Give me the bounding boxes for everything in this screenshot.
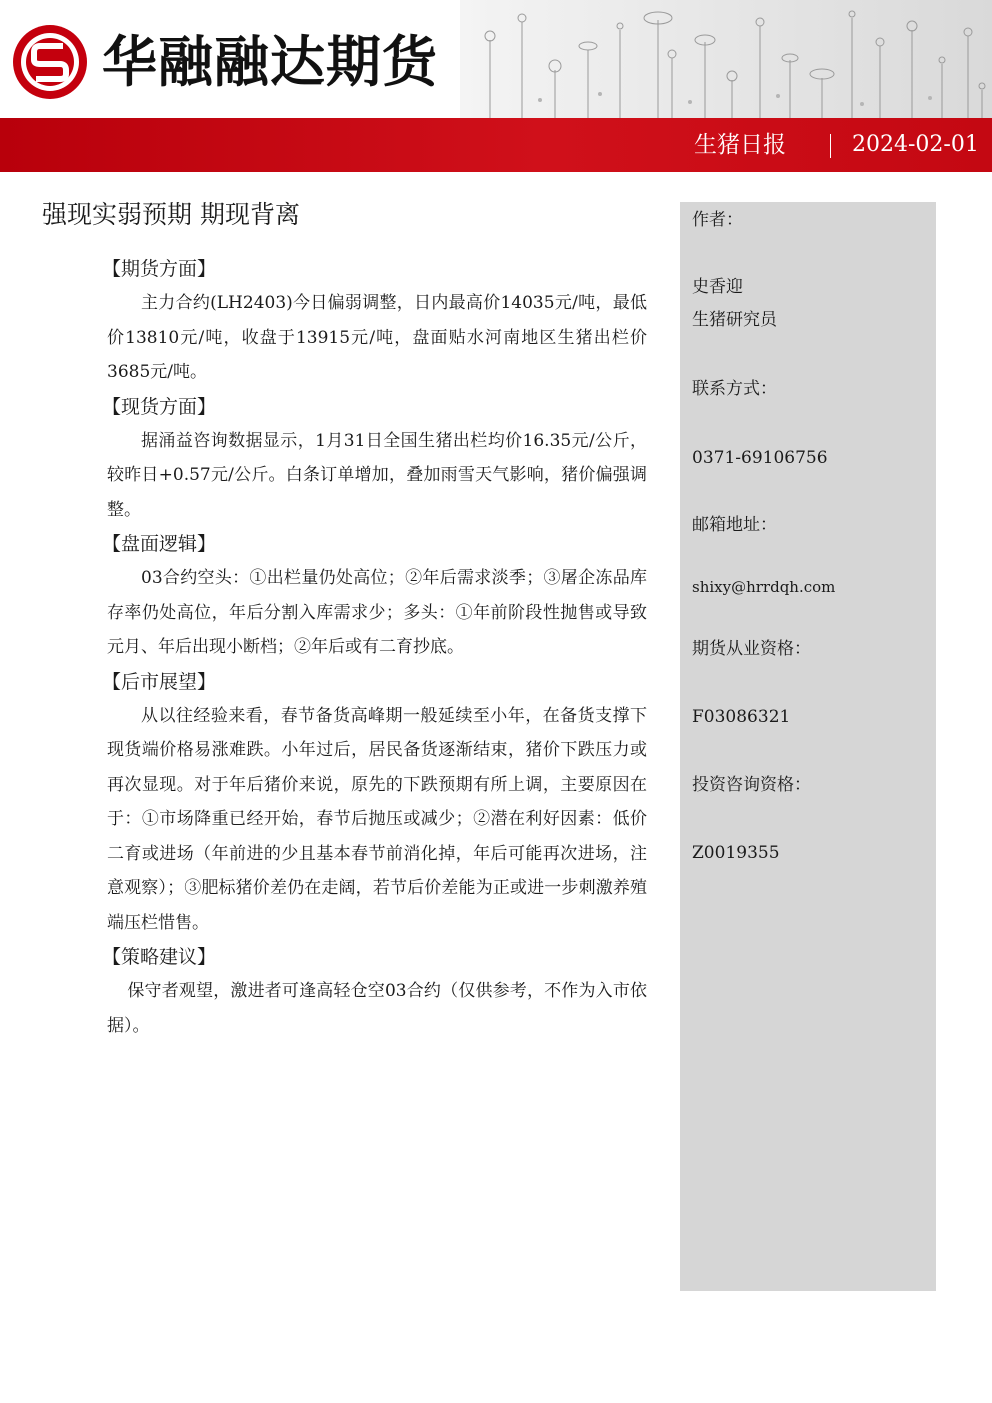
author-label: 作者： [692,210,743,230]
section-heading-futures: 【期货方面】 [102,258,217,280]
report-banner [0,118,992,172]
section-heading-spot: 【现货方面】 [102,395,217,418]
section-heading-logic: 【盘面逻辑】 [102,533,217,555]
author-sidebar [680,202,936,1291]
email-address: shixy@hrrdqh.com [692,578,836,596]
section-text-futures: 主力合约(LH2403)今日偏弱调整，日内最高价14035元/吨，最低价13810元/吨，收盘于13915元/吨，盘面贴水河南地区生猪出栏价3685元/吨。 [107,293,647,382]
section-text-logic: 03合约空头：①出栏量仍处高位；②年后需求淡季；③屠企冻品库存率仍处高位，年后分割入库需求少；多头：①年前阶段性抛售或导致元月、年后出现小断档；②年后或有二育抄底。 [107,568,647,657]
report-header [0,0,992,118]
section-text-outlook: 从以往经验来看，春节备货高峰期一般延续至小年，在备货支撑下现货端价格易涨难跌。小年过后，居民备货逐渐结束，猪价下跌压力或再次显现。对于年后猪价来说，原先的下跌预期有所上调，主要原因在于：①市场降重已经开始，春节后抛压或减少；②潜在利好因素：低价二育或进场（年前进的少且基本春节前消化掉，年后可能再次进场，注意观察）；③肥标猪价差仍在走阔，若节后价差能为正或进一步刺激养殖端压栏惜售。 [107,705,647,933]
decorative-pattern [460,0,992,118]
contact-label: 联系方式： [692,379,777,399]
report-body [102,252,647,1043]
section-heading-outlook: 【后市展望】 [102,670,217,693]
section-heading-strategy: 【策略建议】 [102,946,217,968]
company-name: 华融融达期货 [102,30,439,94]
email-label: 邮箱地址： [692,515,777,535]
futures-cert-number: F03086321 [692,707,791,727]
section-text-spot: 据涌益咨询数据显示，1月31日全国生猪出栏均价16.35元/公斤，较昨日+0.57元/公斤。白条订单增加，叠加雨雪天气影响，猪价偏强调整。 [107,430,647,520]
author-title: 生猪研究员 [692,310,777,330]
report-type: 生猪日报 [694,132,786,158]
company-logo-icon [10,22,90,102]
report-date: 2024-02-01 [852,132,979,157]
section-text-strategy: 保守者观望，激进者可逢高轻仓空03合约（仅供参考，不作为入市依据）。 [107,981,647,1036]
futures-cert-label: 期货从业资格： [692,639,811,659]
contact-phone: 0371-69106756 [692,448,828,468]
banner-divider [830,134,831,158]
invest-cert-number: Z0019355 [692,843,780,863]
author-name: 史香迎 [692,277,743,297]
invest-cert-label: 投资咨询资格： [692,775,811,795]
report-title: 强现实弱预期 期现背离 [42,200,300,229]
